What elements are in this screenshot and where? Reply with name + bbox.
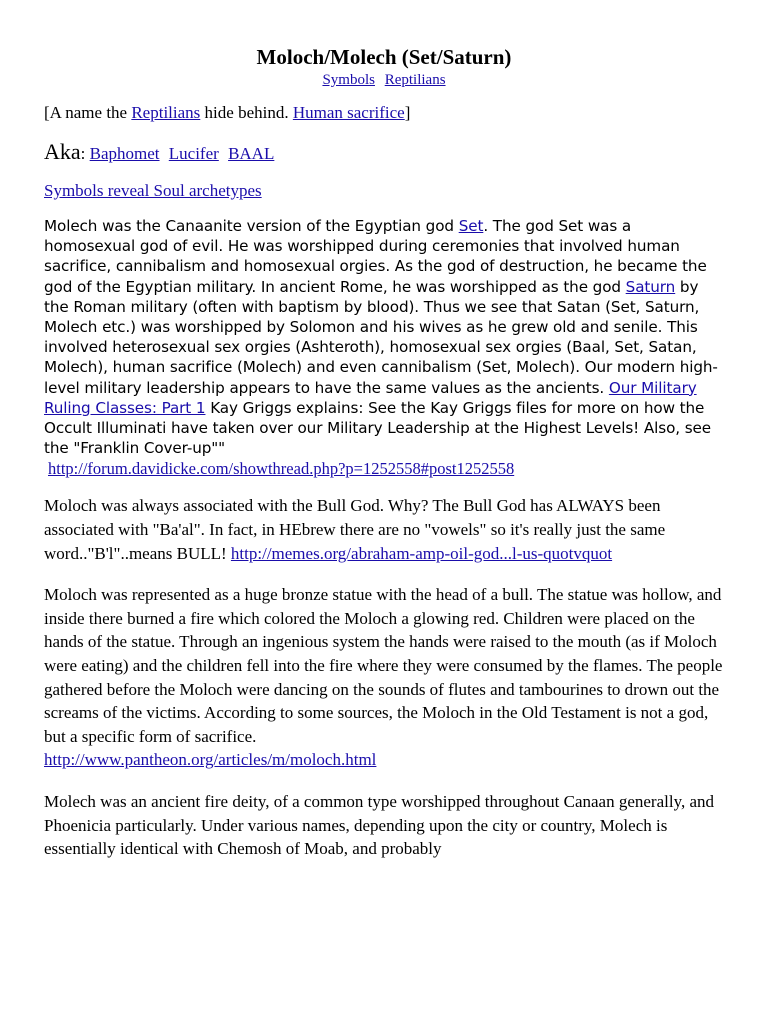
symbols-link[interactable]: Symbols (322, 72, 375, 88)
set-link[interactable]: Set (458, 217, 484, 235)
symbols-line (44, 180, 724, 202)
symbols-archetypes-link[interactable]: Symbols reveal Soul archetypes (44, 181, 262, 200)
para1-text-3: by the Roman military (often with baptism by blood). Thus we see that Satan (Set, Saturn, Molech etc.) was worshipped by Solomon and his wives as he grew old and senile. This involved heterosexual sex orgies (Ashteroth), homosexual sex orgies (Baal, Set, Satan, Molech), human sacrifice (Molech) and even cannibalism (Set, Molech). Our modern high-level military leadership appears to have the same values as the ancients. (44, 277, 718, 397)
paragraph-bronze-statue (44, 583, 724, 772)
paragraph-bull-god (44, 494, 724, 565)
para1-text-2: . The god Set was a homosexual god of evil. He was worshipped during ceremonies that involved human sacrifice, cannibalism and homosexual orgies. As the god of destruction, he became the god of the Egyptian military. In ancient Rome, he was worshipped as the god (44, 217, 707, 296)
page-title: Moloch/Molech (Set/Saturn) (256, 45, 512, 69)
intro-prefix: [A name the (44, 103, 132, 122)
paragraph-set-saturn (44, 216, 724, 458)
saturn-link[interactable]: Saturn (625, 277, 676, 296)
memes-url-link[interactable]: http://memes.org/abraham-amp-oil-god...l-us-quotvquot (230, 543, 613, 563)
para3-text: Moloch was represented as a huge bronze statue with the head of a bull. The statue was hollow, and inside there burned a fire which colored the Moloch a glowing red. Children were placed on the hands of the statue. Through an ingenious system the hands were raised to the mouth (as if Moloch were eating) and the children fell into the fire where they were consumed by the flames. The people gathered before the Moloch were dancing on the sounds of flutes and tambourines to drown out the screams of the victims. According to some sources, the Moloch in the Old Testament is not a god, but a specific form of sacrifice. (44, 585, 723, 746)
baphomet-link[interactable]: Baphomet (89, 144, 160, 163)
human-sacrifice-link[interactable]: Human sacrifice (292, 103, 405, 122)
intro-line (44, 102, 724, 124)
spacer (44, 772, 724, 790)
para2-text: Moloch was always associated with the Bull God. Why? The Bull God has ALWAYS been associated with "Ba'al". In fact, in HEbrew there are no "vowels" so it's really just the same word.."B'l"..means BULL! (44, 496, 666, 563)
pantheon-url-link[interactable]: http://www.pantheon.org/articles/m/moloch.html (44, 750, 377, 770)
military-ruling-classes-link[interactable]: Our Military Ruling Classes: Part 1 (44, 378, 697, 417)
aka-colon: : (80, 144, 86, 163)
spacer (44, 565, 724, 583)
intro-suffix: ] (404, 103, 411, 122)
lucifer-link[interactable]: Lucifer (168, 144, 219, 163)
intro-middle: hide behind. (200, 103, 293, 122)
title-links (44, 70, 724, 90)
intro-reptilians-link[interactable]: Reptilians (131, 103, 201, 122)
reptilians-link[interactable]: Reptilians (384, 72, 446, 88)
davidicke-url-line (48, 458, 724, 480)
aka-label: Aka (44, 139, 81, 164)
document-page (44, 44, 724, 861)
para1-text-1: Molech was the Canaanite version of the Egyptian god (44, 217, 459, 235)
aka-line (44, 138, 724, 168)
davidicke-url-link[interactable]: http://forum.davidicke.com/showthread.php?p=1252558#post1252558 (48, 459, 515, 479)
para1-text-4: Kay Griggs explains: See the Kay Griggs files for more on how the Occult Illuminati have taken over our Military Leadership at the Highest Levels! Also, see the "Franklin Cover-up"" (44, 398, 712, 458)
paragraph-fire-deity: Molech was an ancient fire deity, of a common type worshipped throughout Canaan generally, and Phoenicia particularly. Under various names, depending upon the city or country, Molech is essentially identical with Chemosh of Moab, and probably (44, 791, 715, 859)
baal-link[interactable]: BAAL (228, 144, 275, 163)
